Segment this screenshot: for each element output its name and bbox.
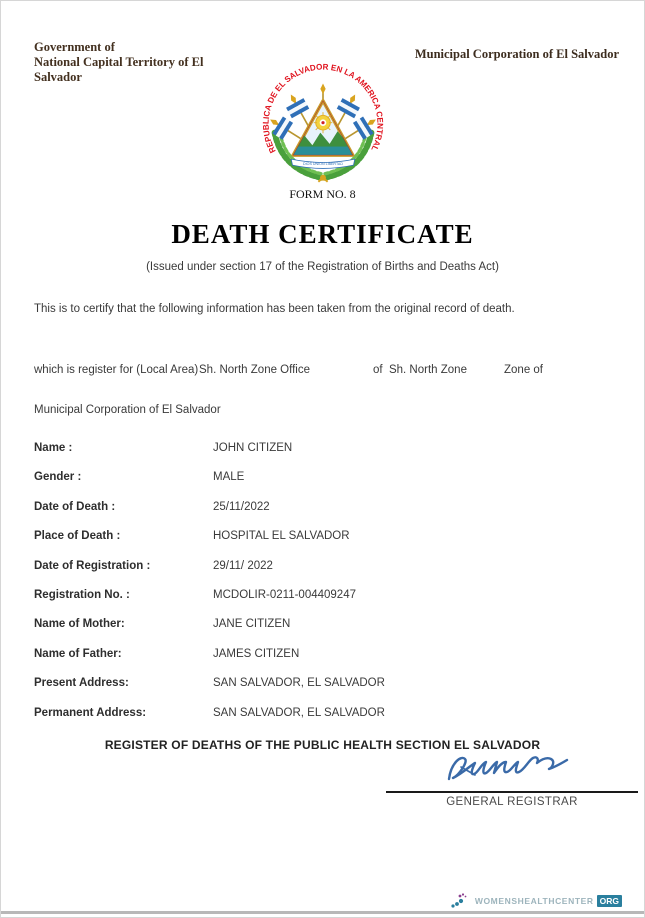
field-row-date-of-registration: [34, 560, 611, 589]
field-label: Permanent Address:: [34, 706, 147, 719]
certificate-subtitle: (Issued under section 17 of the Registration of Births and Deaths Act): [146, 261, 499, 273]
certify-statement: This is to certify that the following information has been taken from the original record of death.: [34, 303, 515, 315]
register-section-heading: REGISTER OF DEATHS OF THE PUBLIC HEALTH SECTION EL SALVADOR: [104, 738, 541, 752]
field-label: Name of Mother:: [34, 618, 125, 631]
registrar-signature: [441, 751, 581, 791]
field-row-mother-name: [34, 618, 611, 647]
register-line-prefix: which is register for (Local Area): [34, 364, 199, 376]
field-value: SAN SALVADOR, EL SALVADOR: [213, 677, 385, 690]
field-value: 29/11/ 2022: [213, 559, 273, 572]
watermark-org-badge: ORG: [597, 895, 622, 907]
field-value: JANE CITIZEN: [213, 618, 291, 631]
field-value: MALE: [213, 471, 245, 484]
field-row-registration-no: [34, 589, 611, 618]
field-value: 25/11/2022: [213, 500, 270, 513]
watermark-name: WOMENSHEALTHCENTER: [474, 896, 594, 906]
field-value: JAMES CITIZEN: [213, 647, 300, 660]
form-number: FORM NO. 8: [289, 187, 356, 201]
issuing-government-line2: National Capital Territory of El: [34, 55, 204, 69]
emblem-ring-text: REPUBLICA DE EL SALVADOR EN LA AMERICA CENTRAL: [261, 62, 384, 155]
field-label: Present Address:: [34, 677, 129, 690]
bottom-divider: [1, 911, 644, 914]
field-label: Date of Registration :: [34, 559, 151, 572]
watermark: [450, 893, 622, 909]
field-row-date-of-death: [34, 501, 611, 530]
register-zone-of-label: Zone of: [504, 364, 543, 376]
issuing-government-line1: Government of: [34, 40, 115, 54]
el-salvador-coat-of-arms: [256, 61, 390, 187]
field-label: Registration No. :: [34, 588, 130, 601]
field-row-place-of-death: [34, 530, 611, 559]
municipal-corporation-header: Municipal Corporation of El Salvador: [414, 47, 619, 61]
field-label: Date of Death :: [34, 500, 116, 513]
register-zone: of Sh. North Zone: [373, 364, 467, 376]
field-value: JOHN CITIZEN: [213, 442, 293, 454]
field-row-name: [34, 442, 611, 471]
field-row-father-name: [34, 648, 611, 677]
record-fields: [34, 442, 611, 736]
motto-text: DIOS UNION LIBERTAD: [302, 161, 343, 166]
register-municipality: Municipal Corporation of El Salvador: [34, 404, 221, 416]
field-label: Place of Death :: [34, 530, 121, 543]
certificate-title: DEATH CERTIFICATE: [171, 219, 474, 249]
registrar-title: GENERAL REGISTRAR: [446, 796, 578, 808]
motto-banner: [291, 159, 355, 168]
field-value: MCDOLIR-0211-004409247: [213, 588, 356, 601]
field-value: SAN SALVADOR, EL SALVADOR: [213, 706, 385, 719]
field-label: Name :: [34, 442, 73, 454]
issuing-government: [34, 40, 264, 85]
field-row-gender: [34, 471, 611, 500]
watermark-swirl-icon: [450, 892, 472, 910]
signature-line: [386, 791, 638, 793]
field-row-permanent-address: [34, 707, 611, 736]
issuing-government-line3: Salvador: [34, 70, 82, 84]
register-office: Sh. North Zone Office: [199, 364, 311, 376]
field-label: Name of Father:: [34, 647, 122, 660]
field-row-present-address: [34, 677, 611, 706]
field-value: HOSPITAL EL SALVADOR: [213, 530, 350, 543]
field-label: Gender :: [34, 471, 82, 484]
